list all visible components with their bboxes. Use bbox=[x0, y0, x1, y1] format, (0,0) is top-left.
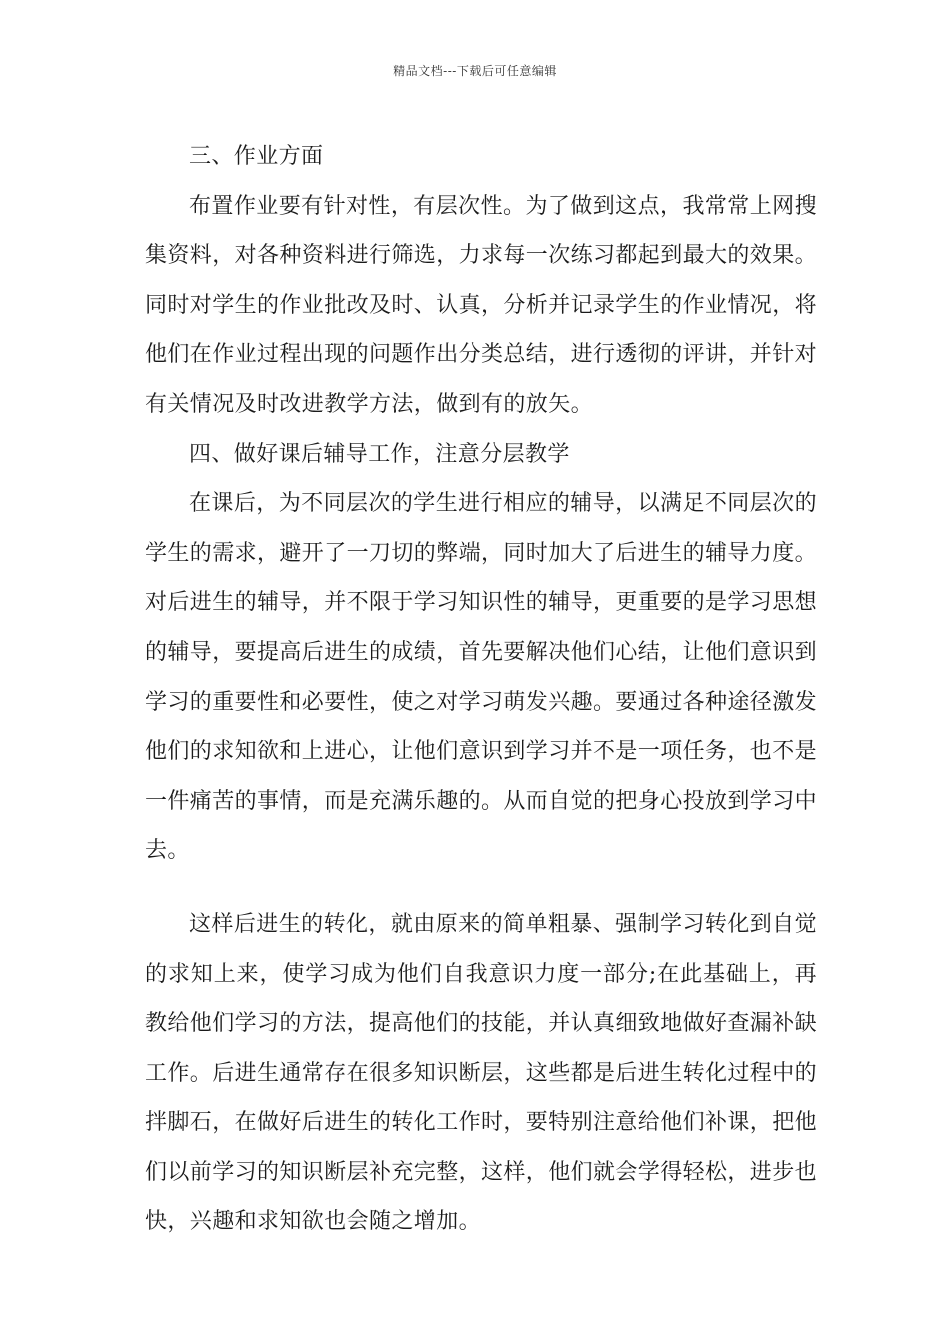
paragraph-homework: 布置作业要有针对性，有层次性。为了做到这点，我常常上网搜集资料，对各种资料进行筛选，力求每一次练习都起到最大的效果。同时对学生的作业批改及时、认真，分析并记录学生的作业情况，将他们在作业过程出现的问题作出分类总结，进行透彻的评讲，并针对有关情况及时改进教学方法，做到有的放矢。 bbox=[145, 193, 818, 417]
paragraph-spacer bbox=[145, 876, 817, 900]
section-heading-tutoring: 四、做好课后辅导工作，注意分层教学 bbox=[189, 441, 570, 467]
section-heading-homework: 三、作业方面 bbox=[189, 144, 324, 169]
page-header: 精品文档---下载后可任意编辑 bbox=[393, 64, 557, 78]
paragraph-tutoring: 在课后，为不同层次的学生进行相应的辅导，以满足不同层次的学生的需求，避开了一刀切的弊端，同时加大了后进生的辅导力度。对后进生的辅导，并不限于学习知识性的辅导，更重要的是学习思想的辅导，要提高后进生的成绩，首先要解决他们心结，让他们意识到学习的重要性和必要性，使之对学习萌发兴趣。要通过各种途径激发他们的求知欲和上进心，让他们意识到学习并不是一项任务，也不是一件痛苦的事情，而是充满乐趣的。从而自觉的把身心投放到学习中去。 bbox=[145, 491, 818, 864]
paragraph-transformation: 这样后进生的转化，就由原来的简单粗暴、强制学习转化到自觉的求知上来，使学习成为他们自我意识力度一部分;在此基础上，再教给他们学习的方法，提高他们的技能，并认真细致地做好查漏补缺工作。后进生通常存在很多知识断层，这些都是后进生转化过程中的拌脚石，在做好后进生的转化工作时，要特别注意给他们补课，把他们以前学习的知识断层补充完整，这样，他们就会学得轻松，进步也快，兴趣和求知欲也会随之增加。 bbox=[145, 911, 818, 1235]
document-body bbox=[145, 132, 817, 1247]
